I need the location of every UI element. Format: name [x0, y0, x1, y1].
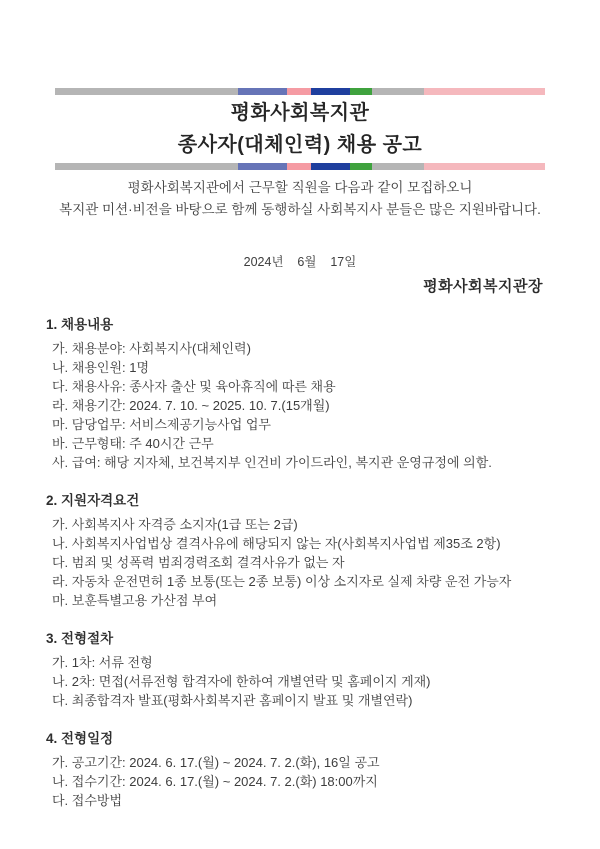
gray-bar-segment: [55, 163, 238, 170]
green-bar-segment: [350, 163, 372, 170]
section-item: 다. 범죄 및 성폭력 범죄경력조회 결격사유가 없는 자: [52, 555, 345, 570]
section-item: 사. 급여: 해당 지자체, 보건복지부 인건비 가이드라인, 복지관 운영규정에 의함.: [52, 455, 492, 470]
section-item: 다. 채용사유: 종사자 출산 및 육아휴직에 따른 채용: [52, 379, 336, 394]
section-item: 가. 공고기간: 2024. 6. 17.(월) ~ 2024. 7. 2.(화), 16일 공고: [52, 755, 380, 770]
document-title-line1: 평화사회복지관: [230, 102, 370, 124]
salmon-pink-bar-segment: [287, 163, 311, 170]
section-item: 다. 최종합격자 발표(평화사회복지관 홈페이지 발표 및 개별연락): [52, 693, 413, 708]
section-item: 가. 채용분야: 사회복지사(대체인력): [52, 341, 251, 356]
periwinkle-bar-segment: [238, 88, 287, 95]
section-item: 마. 보훈특별고용 가산점 부여: [52, 593, 218, 608]
gray-bar-segment: [55, 88, 238, 95]
section-heading: 3. 전형절차: [46, 631, 114, 646]
document-title-line2: 종사자(대체인력) 채용 공고: [177, 134, 423, 156]
section-item: 나. 접수기간: 2024. 6. 17.(월) ~ 2024. 7. 2.(화) 18:00까지: [52, 774, 378, 789]
intro-paragraph: [0, 177, 600, 220]
section-item: 나. 채용인원: 1명: [52, 360, 150, 375]
notice-section: [46, 730, 556, 810]
light-pink-bar-segment: [424, 88, 545, 95]
sections-container: [46, 316, 556, 830]
section-heading: 4. 전형일정: [46, 731, 114, 746]
notice-section: [46, 492, 556, 610]
section-item: 마. 담당업무: 서비스제공기능사업 업무: [52, 417, 271, 432]
section-item: 바. 근무형태: 주 40시간 근무: [52, 436, 214, 451]
section-item: 가. 사회복지사 자격증 소지자(1급 또는 2급): [52, 517, 298, 532]
section-item: 라. 자동차 운전면허 1종 보통(또는 2종 보통) 이상 소지자로 실제 차량 운전 가능자: [52, 574, 512, 589]
notice-section: [46, 630, 556, 710]
section-item: 다. 접수방법: [52, 793, 123, 808]
gray-bar-segment: [372, 163, 424, 170]
gray-bar-segment: [372, 88, 424, 95]
section-item: 가. 1차: 서류 전형: [52, 655, 153, 670]
signature-org-head: 평화사회복지관장: [423, 278, 543, 295]
decorative-bar-bottom: [55, 163, 545, 170]
light-pink-bar-segment: [424, 163, 545, 170]
intro-line1: 평화사회복지관에서 근무할 직원을 다음과 같이 모집하오니: [127, 180, 473, 195]
periwinkle-bar-segment: [238, 163, 287, 170]
section-heading: 1. 채용내용: [46, 317, 114, 332]
section-heading: 2. 지원자격요건: [46, 493, 140, 508]
navy-blue-bar-segment: [311, 88, 350, 95]
document-title: [0, 97, 600, 161]
decorative-bar-top: [55, 88, 545, 95]
section-item: 나. 사회복지사업법상 결격사유에 해당되지 않는 자(사회복지사업법 제35조 2항): [52, 536, 501, 551]
notice-section: [46, 316, 556, 472]
intro-line2: 복지관 미션·비전을 바탕으로 함께 동행하실 사회복지사 분들은 많은 지원바랍니다.: [59, 201, 541, 217]
salmon-pink-bar-segment: [287, 88, 311, 95]
navy-blue-bar-segment: [311, 163, 350, 170]
section-item: 나. 2차: 면접(서류전형 합격자에 한하여 개별연락 및 홈페이지 게재): [52, 674, 431, 689]
green-bar-segment: [350, 88, 372, 95]
announcement-date: 2024년 6월 17일: [243, 255, 357, 269]
section-item: 라. 채용기간: 2024. 7. 10. ~ 2025. 10. 7.(15개월): [52, 398, 330, 413]
